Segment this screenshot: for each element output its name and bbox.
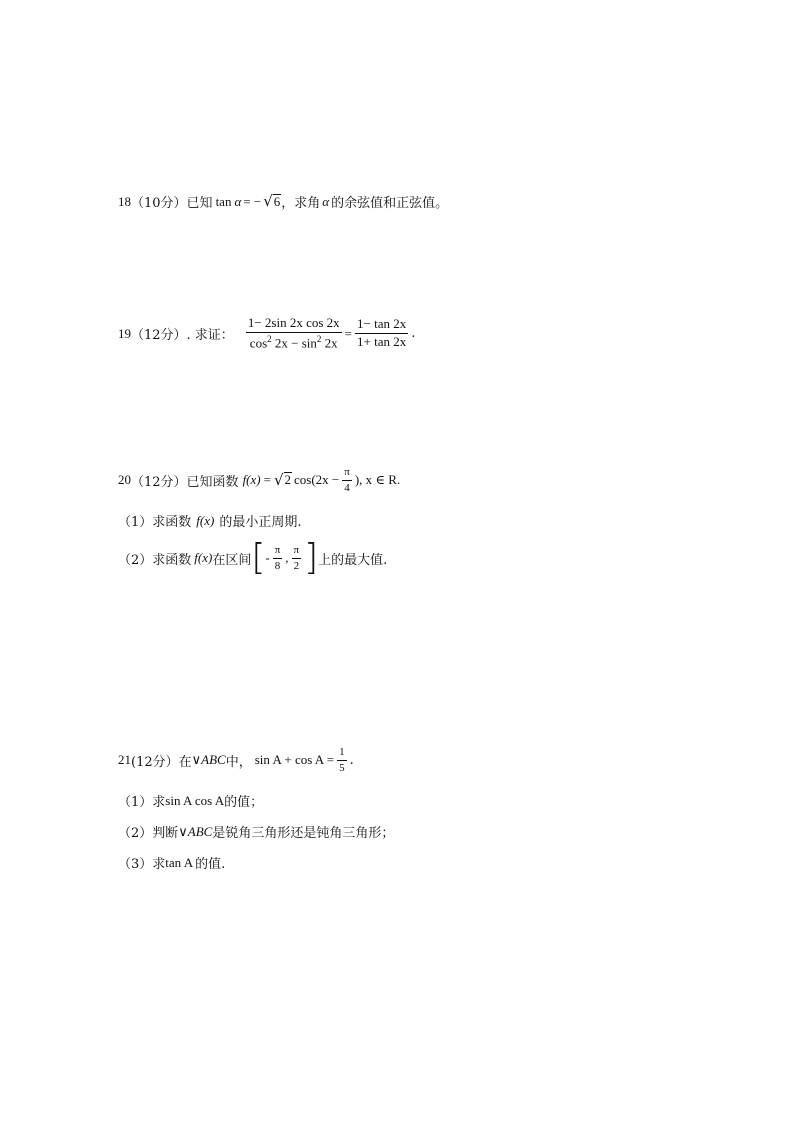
math-fraction-pi-8	[273, 544, 283, 572]
fraction-denominator	[248, 333, 340, 351]
question-20-part-1	[118, 511, 301, 530]
part-text: （2）判断	[118, 826, 179, 841]
fraction-numerator: 1	[337, 746, 347, 761]
question-text: 的余弦值和正弦值。	[331, 196, 449, 211]
fraction-numerator: 1− tan 2x	[355, 317, 408, 334]
question-score: （10分）	[131, 196, 187, 211]
math-period: .	[349, 752, 354, 768]
part-text: （2）求函数	[118, 552, 192, 568]
sqrt-symbol-icon: √	[263, 192, 273, 211]
fraction-denominator: 5	[339, 761, 345, 774]
fraction-numerator: π	[273, 544, 283, 559]
math-triangle: ∨ABC	[178, 823, 213, 839]
math-fraction-lhs	[246, 316, 342, 351]
part-text: （1）求函数	[118, 515, 192, 530]
fraction-denominator: 1+ tan 2x	[357, 334, 407, 350]
part-text: 的值.	[195, 857, 226, 872]
question-number: 18	[118, 193, 131, 209]
question-score: （12分）	[131, 328, 187, 344]
question-text: 中，	[225, 754, 252, 770]
question-number: 19	[118, 325, 131, 341]
math-fx: f(x)	[242, 472, 261, 488]
math-cos: cos(2x −	[294, 472, 340, 488]
math-expression: sin A cos A	[165, 792, 225, 808]
fraction-numerator: π	[292, 544, 302, 559]
part-text: 在区间	[212, 552, 252, 568]
fraction-denominator: 2	[293, 559, 300, 572]
part-text: 是锐角三角形还是钝角三角形；	[212, 826, 395, 841]
question-18	[118, 192, 448, 211]
question-score: （12分）	[131, 474, 187, 490]
question-text: 在	[178, 754, 192, 770]
question-text: . 求证：	[186, 328, 234, 344]
part-text: （3）求	[118, 857, 166, 872]
math-fraction-1-5	[337, 746, 347, 774]
sqrt-symbol-icon: √	[273, 470, 284, 489]
part-text: 的最小正周期.	[219, 515, 302, 530]
math-equals: =	[344, 325, 352, 341]
math-period: .	[411, 326, 416, 342]
math-exponent: 2	[316, 333, 322, 344]
math-fraction-pi-2	[292, 544, 302, 572]
question-text: 已知	[186, 196, 213, 211]
question-20	[118, 466, 400, 494]
part-text: （1）求	[118, 795, 166, 810]
math-fraction-pi-4	[342, 466, 352, 494]
question-score: (12分）	[131, 754, 179, 770]
fraction-denominator: 8	[274, 559, 281, 572]
math-sqrt	[274, 472, 292, 487]
question-text: 已知函数	[186, 474, 239, 490]
question-21-part-1	[118, 791, 263, 810]
math-minus: -	[265, 550, 270, 566]
question-21	[118, 746, 354, 774]
math-equals: = −	[243, 193, 262, 209]
question-20-part-2	[118, 537, 388, 578]
question-21-part-2	[118, 822, 394, 841]
math-fx: f(x)	[196, 512, 215, 528]
math-fraction-rhs	[355, 317, 408, 350]
math-term: 2x − sin	[274, 335, 317, 351]
math-expression: tan A	[165, 854, 194, 870]
math-cos: cos	[249, 335, 268, 351]
question-19	[118, 316, 415, 351]
math-fx: f(x)	[194, 550, 213, 566]
fraction-denominator: 4	[344, 481, 350, 494]
question-number: 21	[118, 752, 131, 768]
math-term: 2x	[324, 335, 338, 351]
part-text: 上的最大值.	[318, 552, 388, 568]
math-expression: sin A + cos A =	[254, 752, 335, 768]
right-bracket-icon: ]	[304, 537, 319, 578]
question-number: 20	[118, 472, 131, 488]
math-comma: ,	[285, 550, 289, 566]
question-21-part-3	[118, 853, 225, 872]
math-radicand: 6	[273, 193, 281, 209]
math-alpha: α	[322, 193, 330, 209]
fraction-numerator: 1− 2sin 2x cos 2x	[246, 316, 342, 333]
part-text: 的值；	[224, 795, 264, 810]
question-text: ，求角	[281, 196, 321, 211]
math-exponent: 2	[267, 333, 272, 344]
fraction-numerator: π	[342, 466, 352, 481]
math-domain: ), x ∈ R.	[354, 472, 401, 488]
math-tan: tan	[215, 193, 232, 209]
math-sqrt	[263, 194, 281, 209]
left-bracket-icon: [	[251, 537, 266, 578]
math-alpha: α	[234, 193, 242, 209]
math-equals: =	[263, 472, 271, 488]
math-radicand: 2	[284, 472, 292, 488]
math-triangle: ∨ABC	[191, 752, 226, 768]
